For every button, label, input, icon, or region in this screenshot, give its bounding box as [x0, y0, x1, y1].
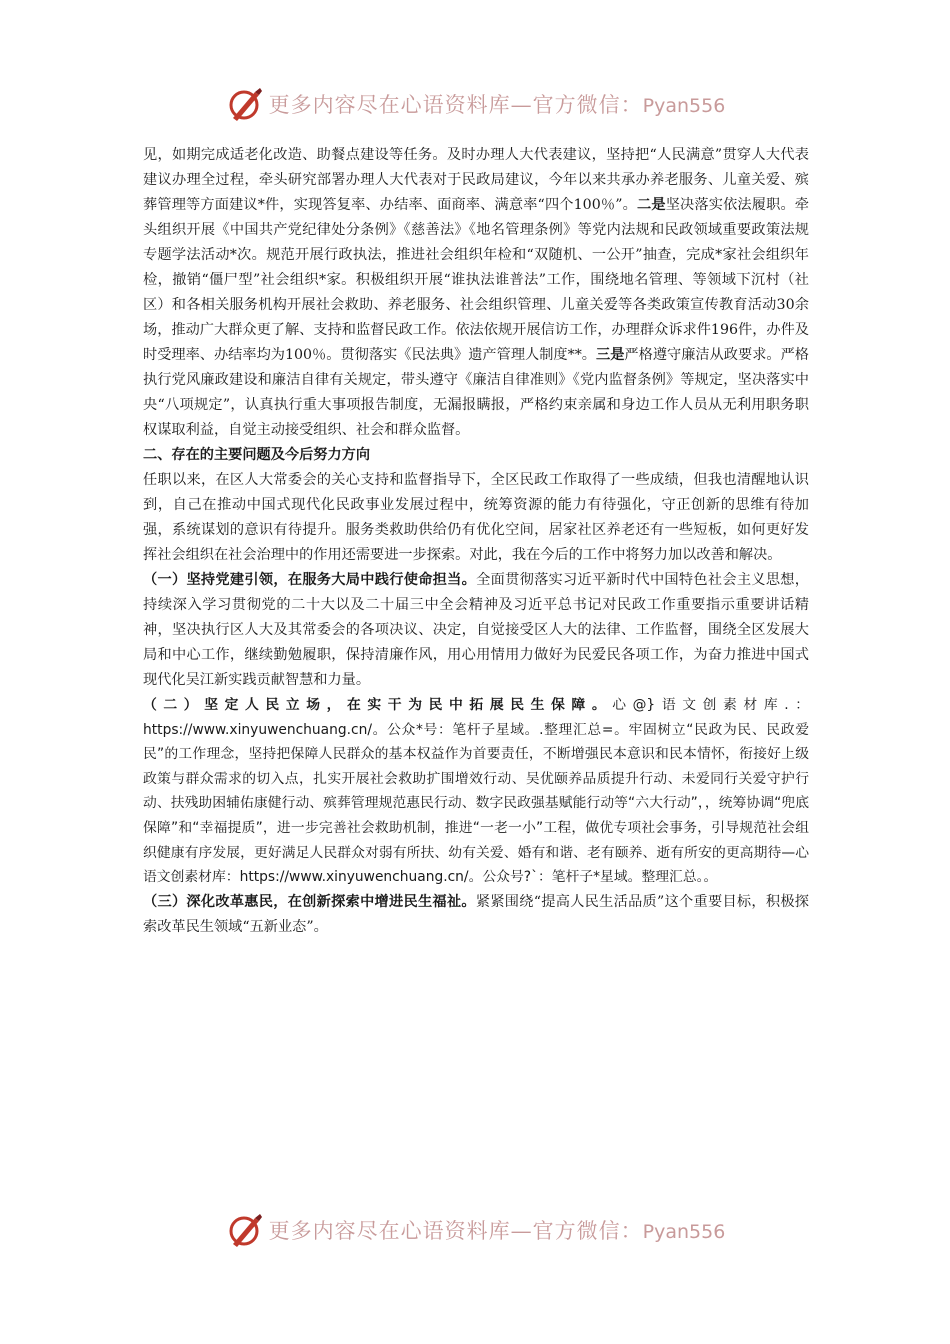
footer-watermark	[0, 1208, 950, 1252]
lead-three: 三是	[596, 347, 625, 363]
document-body	[143, 143, 809, 940]
header-watermark	[0, 82, 950, 126]
item-one: （一）坚持党建引领，在服务大局中践行使命担当。全面贯彻落实习近平新时代中国特色社会主义思想，持续深入学习贯彻党的二十大以及二十届三中全会精神及习近平总书记对民政工作重要指示重要讲话精神，坚决执行区人大及其常委会的各项决议、决定，自觉接受区人大的法律、工作监督，围绕全区发展大局和中心工作，继续勤勉履职，保持清廉作风，用心用情用力做好为民爱民各项工作，为奋力推进中国式现代化吴江新实践贡献智慧和力量。	[143, 572, 809, 688]
watermark-wechat-id: Pyan556	[642, 1221, 726, 1243]
pen-logo-icon	[225, 84, 265, 124]
item-two-title: （二）坚定人民立场，在实干为民中拓展民生保障。	[143, 697, 613, 713]
watermark-text: 更多内容尽在心语资料库—官方微信：Pyan556	[268, 1219, 726, 1243]
section-heading-2: 二、存在的主要问题及今后努力方向	[143, 447, 371, 463]
watermark-text: 更多内容尽在心语资料库—官方微信：Pyan556	[268, 93, 726, 117]
item-two: （二）坚定人民立场，在实干为民中拓展民生保障。心@}语文创素材库.：https://www.xinyuwenchuang.cn/。公众*号：笔杆子星域。.整理汇总=。牢固树立“民政为民、民政爱民”的工作理念，坚持把保障人民群众的基本权益作为首要责任，不断增强民本意识和民本情怀，衔接好上级政策与群众需求的切入点，扎实开展社会救助扩围增效行动、吴优颐养品质提升行动、未爱同行关爱守护行动、扶残助困辅佑康健行动、殡葬管理规范惠民行动、数字民政强基赋能行动等“六大行动”，，统筹协调“兜底保障”和“幸福提质”，进一步完善社会救助机制，推进“一老一小”工程，做优专项社会事务，引导规范社会组织健康有序发展，更好满足人民群众对弱有所扶、幼有关爱、婚有和谐、老有颐养、逝有所安的更高期待—心语文创素材库：https://www.xinyuwenchuang.cn/。公众号?`：笔杆子*星域。整理汇总。。	[143, 697, 810, 886]
paragraph-achievements: 见，如期完成适老化改造、助餐点建设等任务。及时办理人大代表建议，坚持把“人民满意”贯穿人大代表建议办理全过程，牵头研究部署办理人大代表对于民政局建议，今年以来共承办养老服务、儿童关爱、殡葬管理等方面建议*件，实现答复率、办结率、面商率、满意率“四个100％”。二是坚决落实依法履职。牵头组织开展《中国共产党纪律处分条例》《慈善法》《地名管理条例》等党内法规和民政领域重要政策法规专题学法活动*次。规范开展行政执法，推进社会组织年检和“双随机、一公开”抽查，完成*家社会组织年检，撤销“僵尸型”社会组织*家。积极组织开展“谁执法谁普法”工作，围绕地名管理、等领域下沉村（社区）和各相关服务机构开展社会救助、养老服务、社会组织管理、儿童关爱等各类政策宣传教育活动30余场，推动广大群众更了解、支持和监督民政工作。依法依规开展信访工作，办理群众诉求件196件，办件及时受理率、办结率均为100％。贯彻落实《民法典》遗产管理人制度**。三是严格遵守廉洁从政要求。严格执行党风廉政建设和廉洁自律有关规定，带头遵守《廉洁自律准则》《党内监督条例》等规定，坚决落实中央“八项规定”，认真执行重大事项报告制度，无漏报瞒报，严格约束亲属和身边工作人员从无利用职务职权谋取利益，自觉主动接受组织、社会和群众监督。	[143, 147, 809, 438]
pen-logo-icon	[225, 1210, 265, 1250]
item-three-title: （三）深化改革惠民，在创新探索中增进民生福祉。	[143, 893, 476, 910]
item-three: （三）深化改革惠民，在创新探索中增进民生福祉。紧紧围绕“提高人民生活品质”这个重要目标，积极探索改革民生领域“五新业态”。	[143, 893, 809, 935]
paragraph-problems: 任职以来，在区人大常委会的关心支持和监督指导下，全区民政工作取得了一些成绩，但我也清醒地认识到，自己在推动中国式现代化民政事业发展过程中，统筹资源的能力有待强化，守正创新的思维有待加强，系统谋划的意识有待提升。服务类救助供给仍有优化空间，居家社区养老还有一些短板，如何更好发挥社会组织在社会治理中的作用还需要进一步探索。对此，我在今后的工作中将努力加以改善和解决。	[143, 472, 809, 563]
lead-two: 二是	[637, 197, 666, 213]
watermark-wechat-id: Pyan556	[642, 95, 726, 117]
item-one-title: （一）坚持党建引领，在服务大局中践行使命担当。	[143, 572, 477, 588]
